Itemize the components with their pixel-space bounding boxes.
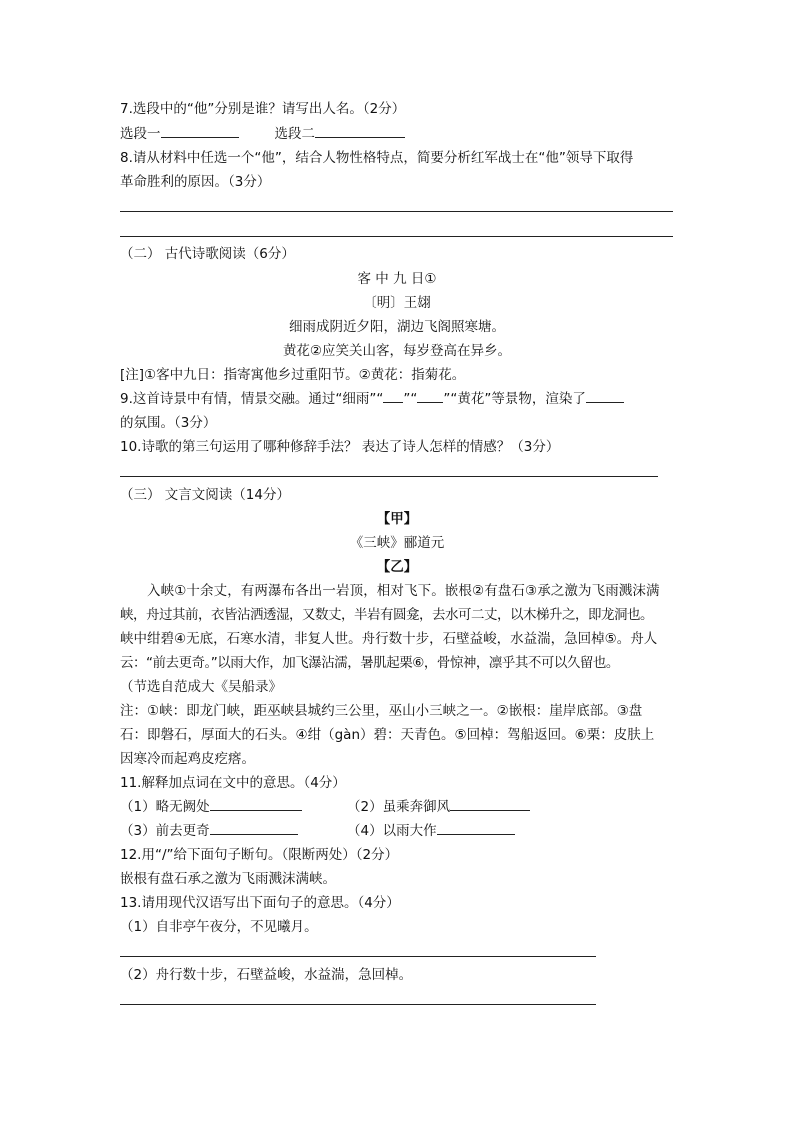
q9-blank1[interactable] [383, 388, 403, 403]
poem-line2-text: 黄花②应笑关山客，每岁登高在异乡。 [282, 343, 512, 359]
yi-note-line3 [120, 748, 255, 770]
yi-para-line1-text: 入峡①十余丈，有两瀑布各出一岩顶，相对飞下。嵌根②有盘石③承之激为飞雨溅沫满 [147, 583, 660, 599]
yi-note-line1 [120, 700, 642, 722]
q10-prompt [120, 436, 559, 458]
q11-item1: （1）略无阙处 [120, 799, 210, 815]
yi-para-line3-text: 峡中绀碧④无底，石寒水清，非复人世。舟行数十步，石壁益峻，水益湍，急回棹⑤。舟人 [120, 631, 658, 647]
q13-item1-text: （1）自非亭午夜分，不见曦月。 [120, 919, 318, 935]
q7-blank1[interactable] [161, 123, 239, 138]
q10-answer-line[interactable] [120, 476, 658, 477]
q8-answer-line2[interactable] [120, 236, 673, 237]
q9-part3: ”“黄花”等景物，渲染了 [443, 391, 586, 407]
q11-blank3[interactable] [210, 820, 298, 835]
yi-label-text: 【乙】 [376, 559, 418, 575]
q13-item2-text: （2）舟行数十步，石壁益峻，水益湍，急回棹。 [120, 967, 413, 983]
q7-blank2[interactable] [315, 123, 405, 138]
sec3-header [120, 484, 290, 506]
yi-note-line2-text: 石：即磐石，厚面大的石头。④绀（gàn）碧：天青色。⑤回棹：驾船返回。⑥栗：皮肤上 [120, 727, 655, 743]
poem-note [120, 364, 465, 386]
poem-author-text: 〔明〕王翃 [363, 295, 431, 311]
poem-note-text: [注]①客中九日：指寄寓他乡过重阳节。②黄花：指菊花。 [120, 367, 466, 383]
poem-title [120, 268, 674, 290]
sec3-header-text: （三） 文言文阅读（14分） [120, 487, 290, 503]
q9-line1 [120, 388, 624, 410]
yi-para-line4-text: 云：“前去更奇。”以雨大作，加飞瀑沾濡，暑肌起栗⑥，骨惊神，凛乎其不可以久留也。 [120, 655, 619, 671]
q7-label2: 选段二 [274, 126, 315, 142]
jia-title [120, 532, 674, 554]
yi-para-line2 [120, 604, 653, 626]
yi-source [120, 676, 282, 698]
q13-answer-line1[interactable] [120, 956, 596, 957]
q9-blank2[interactable] [417, 388, 443, 403]
q11-prompt-text: 11.解释加点词在文中的意思。（4分） [120, 775, 346, 791]
yi-label [120, 556, 674, 578]
yi-para-line1 [147, 580, 660, 602]
q9-part1: 9.这首诗景中有情，情景交融。通过“细雨”“ [120, 391, 384, 407]
q12-prompt-text: 12.用“/”给下面句子断句。（限断两处）（2分） [120, 847, 399, 863]
poem-title-text: 客 中 九 日① [357, 271, 437, 287]
q11-blank1[interactable] [210, 796, 302, 811]
q12-prompt [120, 844, 398, 866]
q12-sentence-text: 嵌根有盘石承之激为飞雨溅沫满峡。 [120, 871, 336, 887]
q13-item1 [120, 916, 318, 938]
q11-item2: （2）虽乘奔御风 [347, 799, 451, 815]
sec2-header-text: （二） 古代诗歌阅读（6分） [120, 246, 295, 262]
q7-answer-row [120, 123, 405, 145]
q8-answer-line1[interactable] [120, 211, 673, 212]
jia-label-text: 【甲】 [376, 511, 418, 527]
yi-para-line4 [120, 652, 619, 674]
q8-line2-text: 革命胜利的原因。（3分） [120, 174, 271, 190]
q13-answer-line2[interactable] [120, 1004, 596, 1005]
q9-line2 [120, 412, 216, 434]
poem-line2 [120, 340, 674, 362]
q7-prompt [120, 98, 405, 120]
sec2-header [120, 243, 295, 265]
q11-item4: （4）以雨大作 [347, 823, 437, 839]
q13-prompt-text: 13.请用现代汉语写出下面句子的意思。（4分） [120, 895, 400, 911]
q13-item2 [120, 964, 412, 986]
yi-para-line3 [120, 628, 657, 650]
poem-author [120, 292, 674, 314]
q8-line1 [120, 147, 633, 169]
yi-source-text: （节选自范成大《吴船录》 [120, 679, 282, 695]
q11-row1 [120, 796, 530, 818]
q11-blank2[interactable] [450, 796, 530, 811]
q11-prompt [120, 772, 346, 794]
jia-label [120, 508, 674, 530]
q9-part2: ”“ [403, 391, 418, 407]
yi-note-line1-text: 注：①峡：即龙门峡，距巫峡县城约三公里，巫山小三峡之一。②嵌根：崖岸底部。③盘 [120, 703, 643, 719]
yi-para-line2-text: 峡，舟过其前，衣皆沾洒透湿，又数丈，半岩有圆龛，去水可二丈，以木梯升之，即龙洞也。 [120, 607, 653, 623]
q11-blank4[interactable] [437, 820, 515, 835]
q7-prompt-text: 7.选段中的“他”分别是谁？请写出人名。（2分） [120, 101, 406, 117]
q11-item3: （3）前去更奇 [120, 823, 210, 839]
q10-prompt-text: 10.诗歌的第三句运用了哪种修辞手法？ 表达了诗人怎样的情感？（3分） [120, 439, 560, 455]
q8-line2 [120, 171, 270, 193]
yi-note-line3-text: 因寒冷而起鸡皮疙瘩。 [120, 751, 255, 767]
yi-note-line2 [120, 724, 654, 746]
q12-sentence [120, 868, 336, 890]
jia-title-text: 《三峡》郦道元 [349, 535, 445, 551]
q7-label1: 选段一 [120, 126, 161, 142]
poem-line1-text: 细雨成阴近夕阳，湖边飞阁照寒塘。 [289, 319, 505, 335]
q9-blank3[interactable] [586, 388, 624, 403]
poem-line1 [120, 316, 674, 338]
q8-line1-text: 8.请从材料中任选一个“他”，结合人物性格特点，简要分析红军战士在“他”领导下取得 [120, 150, 634, 166]
q13-prompt [120, 892, 400, 914]
q11-row2 [120, 820, 515, 842]
q9-line2-text: 的氛围。（3分） [120, 415, 217, 431]
